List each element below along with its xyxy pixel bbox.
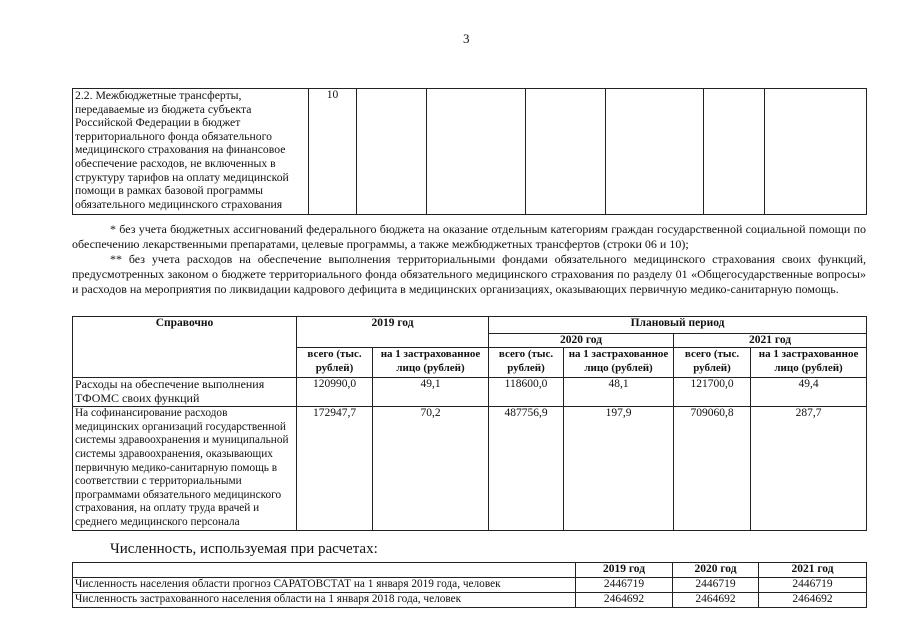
reference-table <box>72 316 867 531</box>
line-code: 10 <box>309 89 357 215</box>
empty-cell <box>357 89 427 215</box>
value-cell: 487756,9 <box>489 407 564 530</box>
header-2019: 2019 год <box>576 563 673 578</box>
value-cell: 48,1 <box>564 378 674 407</box>
value-cell: 172947,7 <box>297 407 373 530</box>
header-total: всего (тыс. рублей) <box>489 348 564 378</box>
header-2019: 2019 год <box>297 317 489 348</box>
header-total: всего (тыс. рублей) <box>297 348 373 378</box>
value-cell: 49,4 <box>751 378 867 407</box>
value-cell: 120990,0 <box>297 378 373 407</box>
table-row <box>73 378 867 407</box>
value-cell: 197,9 <box>564 407 674 530</box>
header-reference: Справочно <box>73 317 297 378</box>
row-label: Численность населения области прогноз САРАТОВСТАТ на 1 января 2019 года, человек <box>73 578 576 593</box>
table-row <box>73 593 867 608</box>
row-label: На софинансирование расходов медицинских организаций государственной системы здравоохранения и муниципальной системы здравоохранения, оказывающих первичную медико-санитарную помощь в соответствии с территориальными программами обязательного медицинского страхования, на оплату труда врачей и среднего медицинского персонала <box>73 407 297 530</box>
header-2020: 2020 год <box>489 334 674 348</box>
row-label: 2.2. Межбюджетные трансферты, передаваемые из бюджета субъекта Российской Федерации в бюджет территориального фонда обязательного медицинского страхования на финансовое обеспечение расходов, не включенных в структуру тарифов на оплату медицинской помощи в рамках базовой программы обязательного медицинского страхования <box>73 89 309 215</box>
header-row <box>73 317 867 334</box>
header-2021: 2021 год <box>759 563 867 578</box>
value-cell: 49,1 <box>373 378 489 407</box>
empty-cell <box>765 89 867 215</box>
table-row <box>73 407 867 530</box>
population-heading: Численность, используемая при расчетах: <box>110 541 378 557</box>
population-table <box>72 562 867 608</box>
header-total: всего (тыс. рублей) <box>674 348 751 378</box>
value-cell: 2446719 <box>673 578 759 593</box>
header-2021: 2021 год <box>674 334 867 348</box>
value-cell: 709060,8 <box>674 407 751 530</box>
value-cell: 2464692 <box>576 593 673 608</box>
transfers-table <box>72 88 867 215</box>
page-number: 3 <box>463 31 470 46</box>
empty-cell <box>427 89 526 215</box>
value-cell: 2464692 <box>673 593 759 608</box>
value-cell: 2446719 <box>576 578 673 593</box>
header-2020: 2020 год <box>673 563 759 578</box>
value-cell: 2446719 <box>759 578 867 593</box>
empty-cell <box>606 89 704 215</box>
footnote-1: * без учета бюджетных ассигнований федерального бюджета на оказание отдельным категориям граждан государственной социальной помощи по обеспечению лекарственными препаратами, целевые программы, а также межбюджетных трансфертов (строки 06 и 10); <box>72 222 866 251</box>
header-per-insured: на 1 застрахованное лицо (рублей) <box>373 348 489 378</box>
header-per-insured: на 1 застрахованное лицо (рублей) <box>564 348 674 378</box>
table-row <box>73 578 867 593</box>
value-cell: 118600,0 <box>489 378 564 407</box>
footnote-2: ** без учета расходов на обеспечение выполнения территориальными фондами обязательного медицинского страхования своих функций, предусмотренных законом о бюджете территориального фонда обязательного медицинского страхования по разделу 01 «Общегосударственные вопросы» и расходов на мероприятия по ликвидации кадрового дефицита в медицинских организациях, оказывающих первичную медико-санитарную помощь. <box>72 252 866 296</box>
header-row <box>73 563 867 578</box>
row-label: Численность застрахованного населения области на 1 января 2018 года, человек <box>73 593 576 608</box>
header-per-insured: на 1 застрахованное лицо (рублей) <box>751 348 867 378</box>
value-cell: 121700,0 <box>674 378 751 407</box>
empty-cell <box>704 89 765 215</box>
value-cell: 2464692 <box>759 593 867 608</box>
value-cell: 70,2 <box>373 407 489 530</box>
row-label: Расходы на обеспечение выполнения ТФОМС своих функций <box>73 378 297 407</box>
table-row <box>73 89 867 215</box>
value-cell: 287,7 <box>751 407 867 530</box>
empty-cell <box>526 89 606 215</box>
empty-cell <box>73 563 576 578</box>
header-planned-period: Плановый период <box>489 317 867 334</box>
